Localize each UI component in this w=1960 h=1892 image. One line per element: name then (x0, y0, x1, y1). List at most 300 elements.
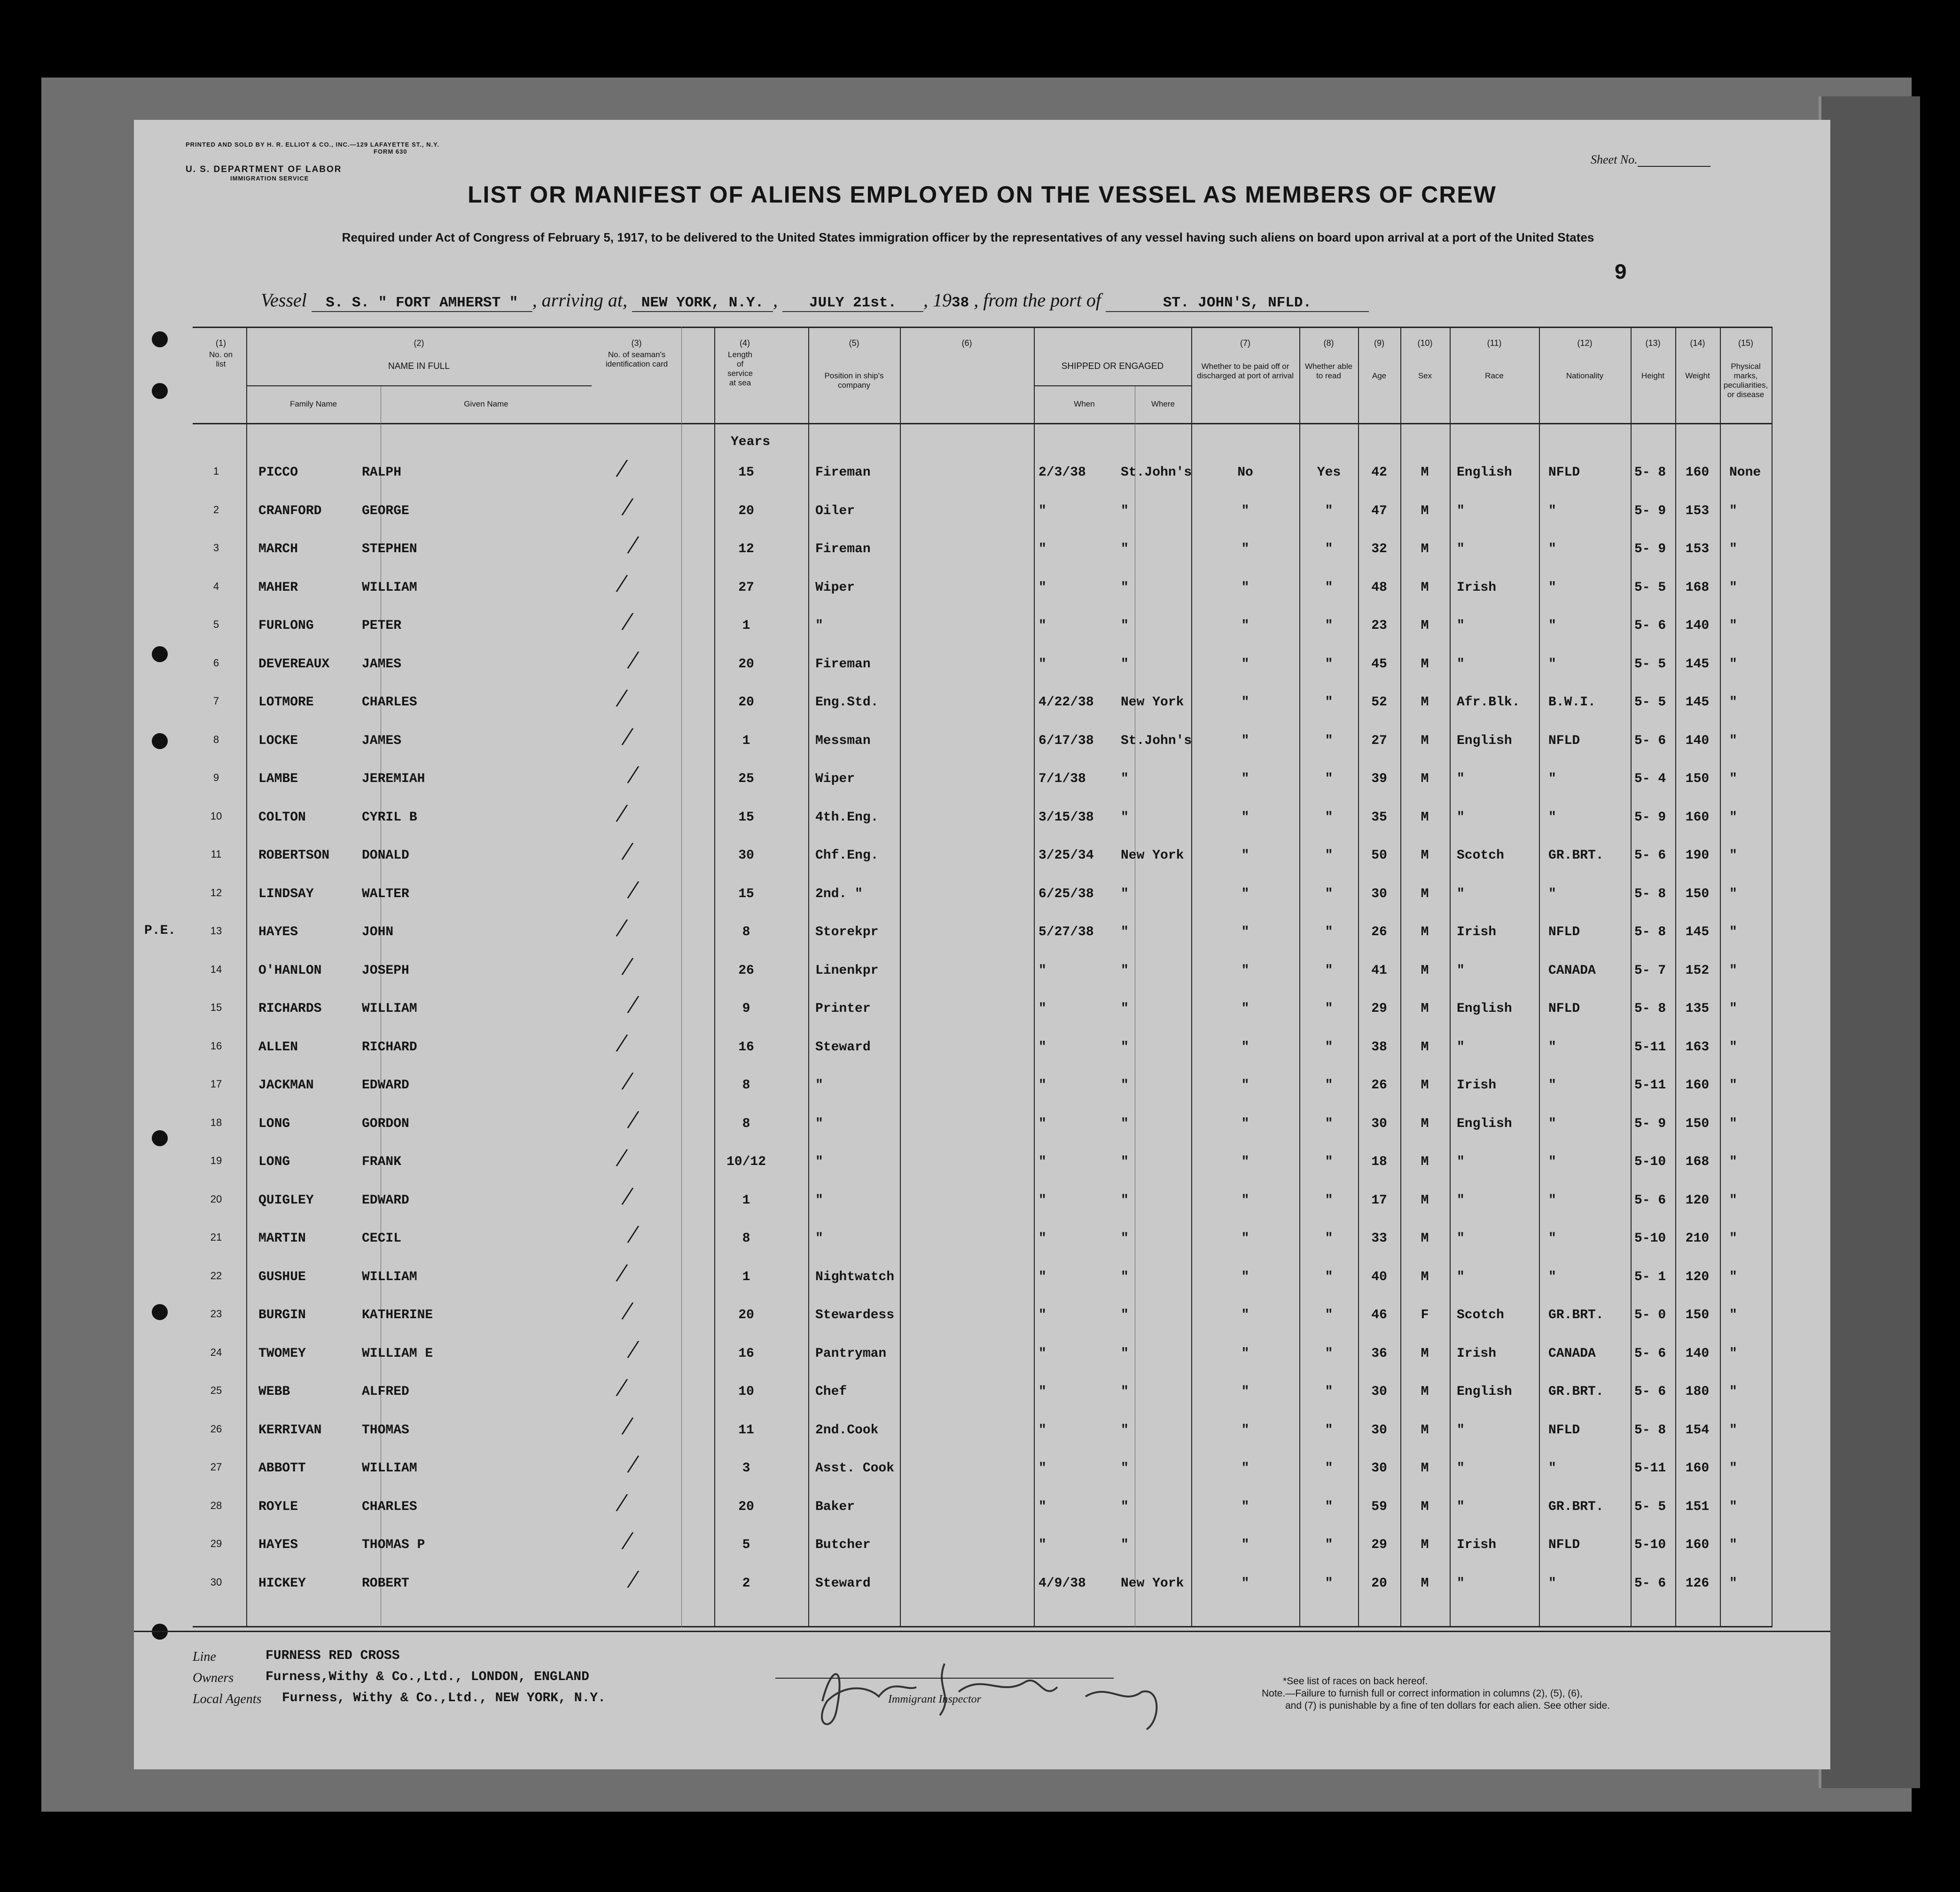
table-row (193, 825, 1772, 868)
cell-marks: " (1729, 1576, 1737, 1591)
cell-position: Fireman (815, 465, 871, 480)
cell-service: 11 (738, 1423, 754, 1438)
cell-nat: " (1548, 1576, 1556, 1591)
cell-service: 26 (738, 963, 754, 978)
cell-nat: GR.BRT. (1548, 848, 1604, 863)
arrival-year: 38 (952, 295, 969, 311)
cell-when: 3/25/34 (1039, 848, 1094, 863)
cell-height: 5- 9 (1634, 503, 1666, 518)
cell-sex: M (1421, 1423, 1429, 1438)
cell-given: WILLIAM E (362, 1346, 433, 1361)
cell-service: 20 (738, 695, 754, 710)
cell-given: CYRIL B (362, 810, 417, 825)
cell-sex: M (1421, 1001, 1429, 1016)
cell-where: " (1121, 1231, 1129, 1246)
cell-nat: " (1548, 657, 1556, 672)
cell-height: 5- 6 (1634, 733, 1666, 748)
cell-sex: M (1421, 618, 1429, 633)
cell-sex: M (1421, 1231, 1429, 1246)
cell-sex: M (1421, 1346, 1429, 1361)
department: U. S. DEPARTMENT OF LABOR (186, 164, 342, 174)
cell-position: Pantryman (815, 1346, 887, 1361)
cell-service: 20 (738, 503, 754, 518)
cell-paid: " (1241, 503, 1249, 518)
cell-weight: 151 (1685, 1499, 1710, 1514)
cell-when: " (1039, 1078, 1046, 1093)
page-subtitle: Required under Act of Congress of February 5, 1917, to be delivered to the United States immigration officer by the representatives of any vessel having such aliens on board upon arrival at a port of the United States (342, 230, 1594, 244)
cell-age: 17 (1371, 1193, 1387, 1208)
table-row (193, 978, 1772, 1021)
note-line-1: Note.—Failure to furnish full or correct information in columns (2), (5), (6), (1262, 1688, 1583, 1699)
cell-weight: 153 (1685, 542, 1710, 556)
table-row (193, 1055, 1772, 1097)
cell-weight: 190 (1685, 848, 1710, 863)
cell-given: JOHN (362, 925, 394, 939)
cell-race: English (1457, 465, 1512, 480)
cell-when: " (1039, 1423, 1046, 1438)
cell-no: 5 (213, 618, 219, 630)
cell-no: 29 (210, 1538, 222, 1549)
cell-race: " (1457, 1461, 1465, 1476)
col-5-label: Position in ship's company (824, 371, 884, 390)
cell-given: EDWARD (362, 1193, 409, 1208)
col-15-label: Physical marks, peculiarities, or disease (1723, 362, 1768, 399)
cell-nat: " (1548, 1461, 1556, 1476)
check-mark: / (620, 1180, 635, 1212)
cell-paid: No (1237, 465, 1253, 480)
cell-weight: 120 (1685, 1193, 1710, 1208)
cell-age: 41 (1371, 963, 1387, 978)
check-mark: / (625, 873, 641, 906)
cell-age: 52 (1371, 695, 1387, 710)
cell-when: " (1039, 542, 1046, 556)
cell-no: 27 (210, 1461, 222, 1473)
cell-marks: " (1729, 542, 1737, 556)
cell-paid: " (1241, 1576, 1249, 1591)
cell-service: 25 (738, 772, 754, 786)
cell-age: 33 (1371, 1231, 1387, 1246)
cell-marks: " (1729, 733, 1737, 748)
printer-line: PRINTED AND SOLD BY H. R. ELLIOT & CO., INC.—129 LAFAYETTE ST., N.Y. (186, 141, 439, 148)
col-1-num: (1) (216, 338, 226, 348)
cell-read: " (1325, 772, 1333, 786)
cell-race: " (1457, 1423, 1465, 1438)
cell-weight: 180 (1685, 1384, 1710, 1399)
cell-paid: " (1241, 618, 1249, 633)
table-row (193, 710, 1772, 752)
check-mark: / (620, 1524, 635, 1557)
inspector-label: Immigrant Inspector (888, 1693, 981, 1705)
check-mark: / (614, 911, 630, 944)
cell-sex: M (1421, 1269, 1429, 1284)
cell-family: COLTON (258, 810, 306, 825)
cell-read: " (1325, 810, 1333, 825)
cell-race: " (1457, 1193, 1465, 1208)
cell-given: WILLIAM (362, 1461, 417, 1476)
cell-position: Chef (815, 1384, 847, 1399)
cell-read: " (1325, 618, 1333, 633)
cell-marks: " (1729, 963, 1737, 978)
cell-sex: M (1421, 1155, 1429, 1169)
cell-where: " (1121, 1193, 1129, 1208)
cell-marks: " (1729, 1269, 1737, 1284)
cell-position: 4th.Eng. (815, 810, 879, 825)
vessel-name: S. S. " FORT AMHERST " (312, 295, 532, 312)
cell-service: 10/12 (726, 1155, 766, 1169)
check-mark: / (614, 1141, 630, 1174)
cell-nat: GR.BRT. (1548, 1499, 1604, 1514)
cell-service: 9 (742, 1001, 750, 1016)
cell-read: " (1325, 1346, 1333, 1361)
cell-read: " (1325, 1078, 1333, 1093)
cell-paid: " (1241, 810, 1249, 825)
col-13-label: Height (1641, 371, 1665, 380)
cell-weight: 120 (1685, 1269, 1710, 1284)
cell-no: 28 (210, 1499, 222, 1511)
cell-marks: " (1729, 618, 1737, 633)
cell-when: 3/15/38 (1039, 810, 1094, 825)
cell-race: Irish (1457, 925, 1497, 939)
table-row (193, 1284, 1772, 1327)
cell-no: 1 (213, 465, 219, 477)
binding-hole (152, 383, 168, 399)
years-label: Years (731, 435, 771, 449)
cell-sex: M (1421, 1078, 1429, 1093)
cell-read: " (1325, 1423, 1333, 1438)
col-8-label: Whether able to read (1304, 362, 1353, 380)
arrival-date: JULY 21st. (782, 295, 923, 312)
cell-sex: M (1421, 1116, 1429, 1131)
cell-race: " (1457, 1040, 1465, 1055)
cell-sex: M (1421, 695, 1429, 710)
cell-given: FRANK (362, 1155, 402, 1169)
cell-age: 27 (1371, 733, 1387, 748)
cell-height: 5- 5 (1634, 695, 1666, 710)
cell-sex: F (1421, 1308, 1429, 1322)
cell-sex: M (1421, 503, 1429, 518)
cell-marks: " (1729, 1193, 1737, 1208)
cell-height: 5- 8 (1634, 1423, 1666, 1438)
cell-nat: NFLD (1548, 465, 1580, 480)
cell-weight: 150 (1685, 1116, 1710, 1131)
check-mark: / (620, 1409, 635, 1442)
cell-paid: " (1241, 963, 1249, 978)
cell-service: 15 (738, 810, 754, 825)
cell-position: Wiper (815, 772, 855, 786)
cell-marks: " (1729, 1155, 1737, 1169)
cell-weight: 160 (1685, 1538, 1710, 1552)
cell-given: STEPHEN (362, 542, 417, 556)
check-mark: / (625, 1447, 641, 1480)
cell-race: " (1457, 618, 1465, 633)
table-row (193, 1170, 1772, 1212)
cell-when: " (1039, 1384, 1046, 1399)
cell-given: ROBERT (362, 1576, 409, 1591)
cell-given: THOMAS (362, 1423, 409, 1438)
cell-nat: CANADA (1548, 1346, 1596, 1361)
cell-read: " (1325, 1499, 1333, 1514)
cell-nat: B.W.I. (1548, 695, 1596, 710)
col-4-label: Length of service at sea (727, 350, 753, 387)
sheet-label: Sheet No. (1591, 153, 1638, 166)
cell-no: 30 (210, 1576, 222, 1588)
cell-position: Asst. Cook (815, 1461, 895, 1476)
cell-read: " (1325, 1538, 1333, 1552)
cell-marks: " (1729, 1461, 1737, 1476)
cell-family: KERRIVAN (258, 1423, 322, 1438)
cell-family: BURGIN (258, 1308, 306, 1322)
cell-weight: 140 (1685, 1346, 1710, 1361)
cell-marks: " (1729, 1423, 1737, 1438)
table-bottom-rule (193, 1626, 1772, 1627)
cell-no: 3 (213, 542, 219, 554)
cell-sex: M (1421, 1499, 1429, 1514)
manifest-footer (193, 1631, 1772, 1748)
cell-when: " (1039, 580, 1046, 595)
col-7-label: Whether to be paid off or discharged at port of arrival (1197, 362, 1294, 380)
cell-nat: " (1548, 1116, 1556, 1131)
cell-position: Storekpr (815, 925, 879, 939)
cell-given: EDWARD (362, 1078, 409, 1093)
table-row (193, 557, 1772, 599)
cell-given: CHARLES (362, 695, 417, 710)
cell-marks: " (1729, 1384, 1737, 1399)
cell-height: 5- 5 (1634, 1499, 1666, 1514)
cell-paid: " (1241, 1346, 1249, 1361)
check-mark: / (625, 1218, 641, 1251)
check-mark: / (620, 950, 635, 982)
table-row (193, 442, 1772, 485)
printer-imprint (186, 141, 439, 182)
cell-read: " (1325, 657, 1333, 672)
cell-when: " (1039, 1308, 1046, 1322)
cell-nat: NFLD (1548, 925, 1580, 939)
cell-position: Baker (815, 1499, 855, 1514)
cell-race: " (1457, 1231, 1465, 1246)
footer-rule (134, 1631, 1830, 1632)
cell-weight: 153 (1685, 503, 1710, 518)
cell-no: 25 (210, 1384, 222, 1396)
table-row (193, 1514, 1772, 1557)
cell-position: Wiper (815, 580, 855, 595)
cell-family: PICCO (258, 465, 298, 480)
cell-position: " (815, 1231, 823, 1246)
cell-when: " (1039, 503, 1046, 518)
cell-paid: " (1241, 1231, 1249, 1246)
cell-position: Steward (815, 1576, 871, 1591)
cell-where: New York (1121, 1576, 1184, 1591)
cell-when: " (1039, 1231, 1046, 1246)
cell-age: 35 (1371, 810, 1387, 825)
cell-when: " (1039, 657, 1046, 672)
cell-position: " (815, 1193, 823, 1208)
cell-where: " (1121, 1116, 1129, 1131)
cell-nat: " (1548, 1231, 1556, 1246)
cell-age: 38 (1371, 1040, 1387, 1055)
cell-no: 16 (210, 1040, 222, 1052)
cell-no: 20 (210, 1193, 222, 1205)
vessel-label: Vessel (261, 289, 307, 311)
footer-note (1262, 1675, 1610, 1712)
table-row (193, 1399, 1772, 1442)
crew-table (193, 327, 1772, 1628)
cell-paid: " (1241, 925, 1249, 939)
cell-marks: " (1729, 886, 1737, 901)
cell-height: 5- 6 (1634, 1576, 1666, 1591)
binding-board (1819, 96, 1920, 1788)
cell-when: " (1039, 1499, 1046, 1514)
cell-family: MARCH (258, 542, 298, 556)
col-5-num: (5) (849, 338, 859, 348)
cell-weight: 140 (1685, 733, 1710, 748)
cell-no: 10 (210, 810, 222, 822)
cell-weight: 160 (1685, 465, 1710, 480)
cell-position: Fireman (815, 657, 871, 672)
cell-height: 5- 7 (1634, 963, 1666, 978)
note-line-2: and (7) is punishable by a fine of ten dollars for each alien. See other side. (1285, 1700, 1610, 1711)
cell-height: 5- 9 (1634, 542, 1666, 556)
check-mark: / (625, 643, 641, 676)
cell-when: 4/22/38 (1039, 695, 1094, 710)
cell-where: " (1121, 1001, 1129, 1016)
cell-no: 9 (213, 772, 219, 783)
cell-weight: 154 (1685, 1423, 1710, 1438)
signature-line (775, 1678, 1114, 1679)
cell-family: MAHER (258, 580, 298, 595)
cell-race: English (1457, 1116, 1512, 1131)
col-rule (1772, 327, 1773, 1627)
table-row (193, 748, 1772, 791)
col-6-num: (6) (961, 338, 972, 348)
cell-read: " (1325, 1001, 1333, 1016)
cell-given: DONALD (362, 848, 409, 863)
table-top-rule (193, 327, 1772, 328)
cell-height: 5- 4 (1634, 772, 1666, 786)
check-mark: / (614, 1256, 630, 1289)
binding-hole (152, 331, 168, 347)
cell-age: 47 (1371, 503, 1387, 518)
cell-marks: " (1729, 1499, 1737, 1514)
cell-service: 10 (738, 1384, 754, 1399)
binding-hole (152, 733, 168, 749)
cell-given: THOMAS P (362, 1538, 425, 1552)
table-row (193, 1016, 1772, 1059)
cell-race: Irish (1457, 1078, 1497, 1093)
cell-where: " (1121, 1155, 1129, 1169)
cell-age: 30 (1371, 886, 1387, 901)
col-13-num: (13) (1645, 338, 1661, 348)
col-10-num: (10) (1417, 338, 1433, 348)
cell-paid: " (1241, 1499, 1249, 1514)
cell-service: 1 (742, 733, 750, 748)
cell-weight: 150 (1685, 772, 1710, 786)
arriving-label: , arriving at, (532, 289, 627, 311)
cell-service: 8 (742, 1116, 750, 1131)
col-2-label: NAME IN FULL (388, 361, 450, 371)
cell-position: " (815, 1078, 823, 1093)
cell-sex: M (1421, 542, 1429, 556)
col-11-num: (11) (1487, 338, 1502, 348)
cell-marks: " (1729, 1001, 1737, 1016)
cell-height: 5-11 (1634, 1078, 1666, 1093)
cell-weight: 160 (1685, 1078, 1710, 1093)
cell-weight: 145 (1685, 657, 1710, 672)
cell-height: 5- 8 (1634, 925, 1666, 939)
cell-race: Irish (1457, 580, 1497, 595)
cell-race: " (1457, 886, 1465, 901)
cell-read: " (1325, 542, 1333, 556)
cell-family: RICHARDS (258, 1001, 322, 1016)
cell-given: KATHERINE (362, 1308, 433, 1322)
cell-no: 14 (210, 963, 222, 975)
cell-paid: " (1241, 772, 1249, 786)
cell-service: 8 (742, 1078, 750, 1093)
cell-nat: " (1548, 810, 1556, 825)
cell-given: JAMES (362, 657, 402, 672)
cell-position: 2nd. " (815, 886, 863, 901)
cell-service: 2 (742, 1576, 750, 1591)
cell-position: Eng.Std. (815, 695, 879, 710)
cell-nat: NFLD (1548, 1001, 1580, 1016)
cell-where: New York (1121, 848, 1184, 863)
cell-weight: 140 (1685, 618, 1710, 633)
cell-service: 16 (738, 1040, 754, 1055)
cell-family: LONG (258, 1155, 290, 1169)
cell-read: " (1325, 1576, 1333, 1591)
cell-read: " (1325, 886, 1333, 901)
cell-paid: " (1241, 1155, 1249, 1169)
check-mark: / (614, 1026, 630, 1059)
cell-nat: " (1548, 1040, 1556, 1055)
cell-paid: " (1241, 1116, 1249, 1131)
cell-read: " (1325, 1384, 1333, 1399)
cell-sex: M (1421, 1040, 1429, 1055)
cell-position: Printer (815, 1001, 871, 1016)
cell-height: 5- 5 (1634, 580, 1666, 595)
cell-weight: 150 (1685, 1308, 1710, 1322)
cell-service: 1 (742, 1193, 750, 1208)
note-star: *See list of races on back hereof. (1283, 1676, 1428, 1687)
cell-read: " (1325, 963, 1333, 978)
cell-service: 15 (738, 465, 754, 480)
cell-position: Fireman (815, 542, 871, 556)
cell-race: " (1457, 772, 1465, 786)
cell-race: " (1457, 657, 1465, 672)
cell-marks: " (1729, 925, 1737, 939)
cell-no: 13 (210, 925, 222, 937)
cell-read: " (1325, 1231, 1333, 1246)
check-mark: / (620, 490, 635, 523)
cell-sex: M (1421, 580, 1429, 595)
col-11-label: Race (1485, 371, 1504, 380)
cell-weight: 150 (1685, 886, 1710, 901)
cell-age: 59 (1371, 1499, 1387, 1514)
cell-marks: " (1729, 695, 1737, 710)
cell-family: ABBOTT (258, 1461, 306, 1476)
cell-where: St.John's (1121, 465, 1192, 480)
cell-service: 12 (738, 542, 754, 556)
cell-family: TWOMEY (258, 1346, 306, 1361)
cell-nat: " (1548, 1269, 1556, 1284)
cell-marks: " (1729, 503, 1737, 518)
page-title: LIST OR MANIFEST OF ALIENS EMPLOYED ON THE VESSEL AS MEMBERS OF CREW (468, 181, 1497, 208)
table-row (193, 1323, 1772, 1365)
cell-service: 16 (738, 1346, 754, 1361)
cell-weight: 210 (1685, 1231, 1710, 1246)
cell-paid: " (1241, 542, 1249, 556)
cell-age: 26 (1371, 1078, 1387, 1093)
cell-service: 8 (742, 1231, 750, 1246)
